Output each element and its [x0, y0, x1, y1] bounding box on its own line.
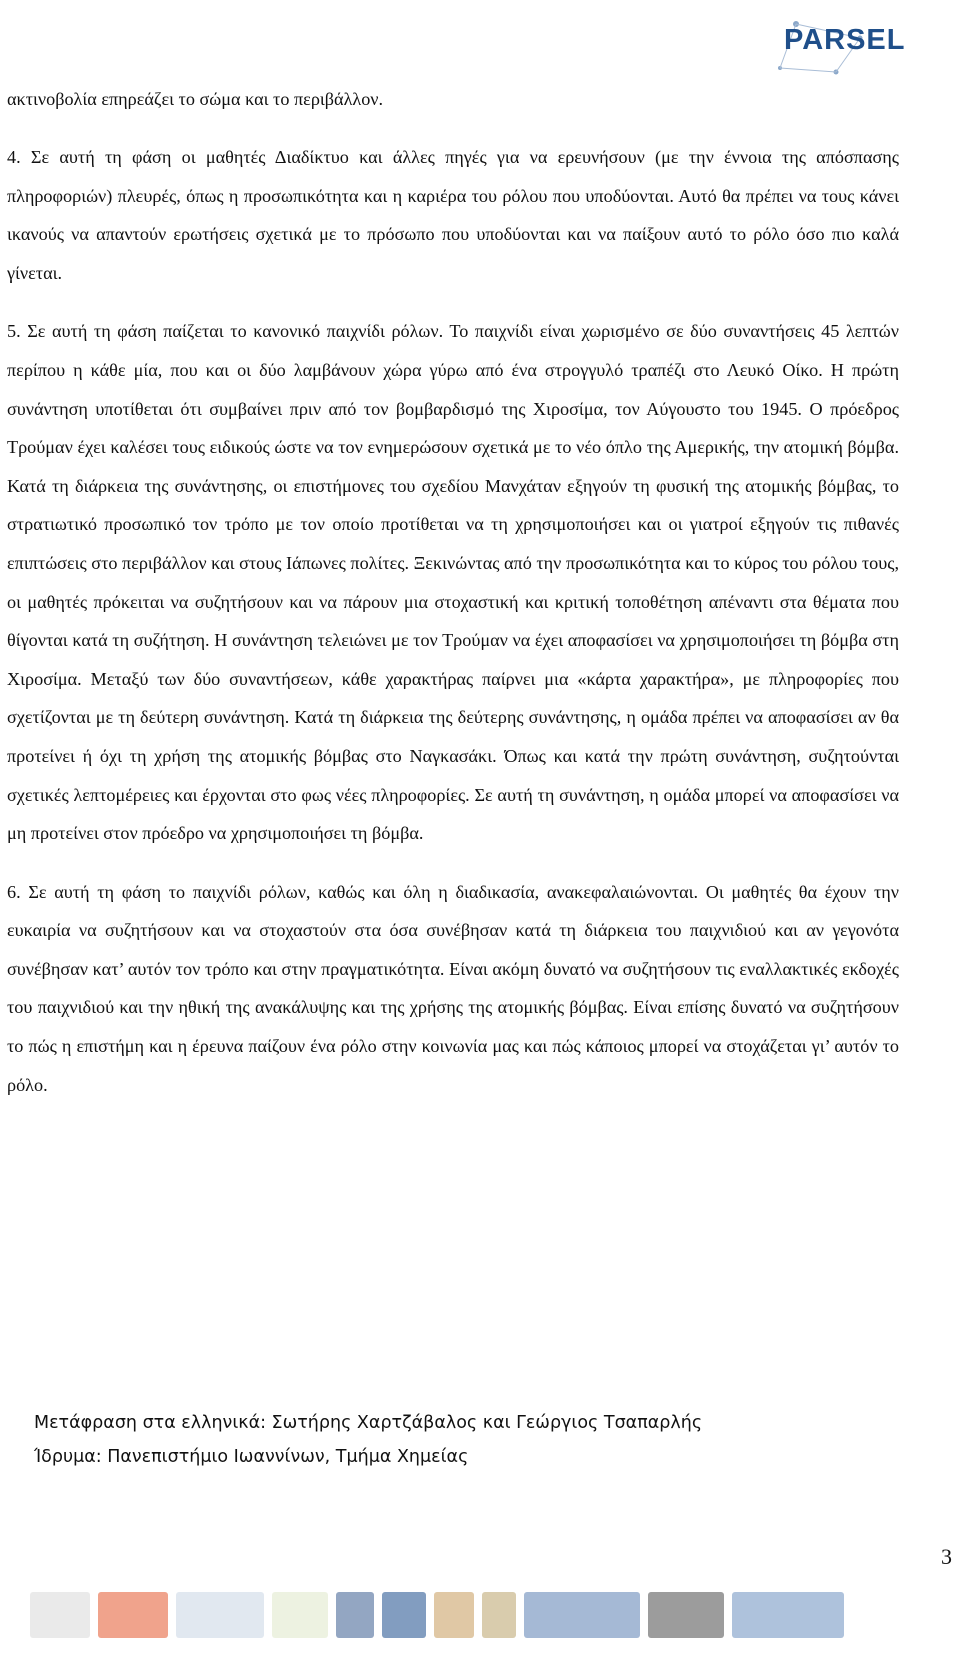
continuation-line: ακτινοβολία επηρεάζει το σώμα και το περιβάλλον. — [7, 89, 384, 109]
blue-square-logo — [382, 1592, 426, 1638]
page-number: 3 — [941, 1544, 952, 1569]
partner-logos-strip — [30, 1586, 900, 1644]
translation-credit: Μετάφραση στα ελληνικά: Σωτήρης Χαρτζάβαλος και Γεώργιος Τσαπαρλής — [34, 1413, 703, 1433]
university-of-ioannina-logo — [648, 1592, 724, 1638]
document-body — [7, 80, 899, 1104]
seal-logo — [434, 1592, 474, 1638]
logo-text: PARSEL — [784, 24, 906, 56]
parsel-logo — [740, 18, 906, 76]
berlin-logo — [272, 1592, 328, 1638]
lunds-logo — [482, 1592, 516, 1638]
paragraph-6: 6. Σε αυτή τη φάση το παιχνίδι ρόλων, καθώς και όλη η διαδικασία, ανακεφαλαιώνονται. Οι μαθητές θα έχουν την ευκαιρία να συζητήσουν και να στοχαστούν στα όσα συνέβησαν κατά τη διάρκεια του παιχνιδιού και αν γεγονότα συνέβησαν κατ’ αυτόν τον τρόπο και στην πραγματικότητα. Είναι ακόμη δυνατό να συζητήσουν τις εναλλακτικές εκδοχές του παιχνιδιού και την ηθική της ανακάλυψης και της χρήσης της ατομικής βόμβας. Είναι επίσης δυνατό να συζητήσουν το πώς η επιστήμη και η έρευνα παίζουν ένα ρόλο στην κοινωνία μας και πώς κάποιος μπορεί να στοχάζεται γι’ αυτόν το ρόλο. — [7, 881, 899, 1095]
university-tartu-logo — [524, 1592, 640, 1638]
paragraph-4: 4. Σε αυτή τη φάση οι μαθητές Διαδίκτυο και άλλες πηγές για να ερευνήσουν (με την έννοια της απόσπασης πληροφοριών) πλευρές, όπως η προσωπικότητα και η καριέρα του ρόλου που υποδύονται. Αυτό θα πρέπει να τους κάνει ικανούς να απαντούν ερωτήσεις σχετικά με το πρόσωπο που υποδύονται και να παίξουν αυτό το ρόλο όσο πιο καλά γίνεται. — [7, 147, 899, 283]
colored-dots-logo — [98, 1592, 168, 1638]
universiteit-logo — [30, 1592, 90, 1638]
paragraph-5: 5. Σε αυτή τη φάση παίζεται το κανονικό παιχνίδι ρόλων. Το παιχνίδι είναι χωρισμένο σε δύο συναντήσεις 45 λεπτών περίπου η κάθε μία, που και οι δύο λαμβάνουν χώρα γύρω από ένα στρογγυλό τραπέζι στο Λευκό Οίκο. Η πρώτη συνάντηση υποτίθεται ότι συμβαίνει πριν από τον βομβαρδισμό της Χιροσίμα, τον Αύγουστο του 1945. Ο πρόεδρος Τρούμαν έχει καλέσει τους ειδικούς ώστε να τον ενημερώσουν σχετικά με το νέο όπλο της Αμερικής, την ατομική βόμβα. Κατά τη διάρκεια της συνάντησης, οι επιστήμονες του σχεδίου Μανχάταν εξηγούν τη φυσική της ατομικής βόμβας, το στρατιωτικό προσωπικό τον τρόπο με τον οποίο προτίθεται να τη χρησιμοποιήσει και οι γιατροί εξηγούν τις πιθανές επιπτώσεις στο περιβάλλον και στους Ιάπωνες πολίτες. Ξεκινώντας από την προσωπικότητα και το κύρος του ρόλου τους, οι μαθητές πρόκειται να συζητήσουν και να πάρουν μια στοχαστική και κριτική τοποθέτηση απέναντι στα θέματα που θίγονται κατά τη συζήτηση. Η συνάντηση τελειώνει με τον Τρούμαν να έχει αποφασίσει να χρησιμοποιήσει τη βόμβα στη Χιροσίμα. Μεταξύ των δύο συναντήσεων, κάθε χαρακτήρας παίρνει μια «κάρτα χαρακτήρα», με πληροφορίες που σχετίζονται με τη δεύτερη συνάντηση. Κατά τη διάρκεια της δεύτερης συνάντησης, η ομάδα πρέπει να αποφασίσει αν θα προτείνει ή όχι τη χρήση της ατομικής βόμβας στο Ναγκασάκι. Όπως και κατά την πρώτη συνάντηση, συζητούνται σχετικές λεπτομέρειες και έρχονται στο φως νέες πληροφορίες. Σε αυτή τη συνάντηση, η ομάδα μπορεί να αποφασίσει να μη προτείνει στον πρόεδρο να χρησιμοποιήσει τη βόμβα. — [7, 321, 899, 844]
institution-credit: Ίδρυμα: Πανεπιστήμιο Ιωαννίνων, Τμήμα Χημείας — [34, 1447, 469, 1467]
cross-emblem-logo — [336, 1592, 374, 1638]
freie-universitat-logo — [176, 1592, 264, 1638]
credits — [34, 1406, 702, 1474]
hebrew-university-logo — [732, 1592, 844, 1638]
